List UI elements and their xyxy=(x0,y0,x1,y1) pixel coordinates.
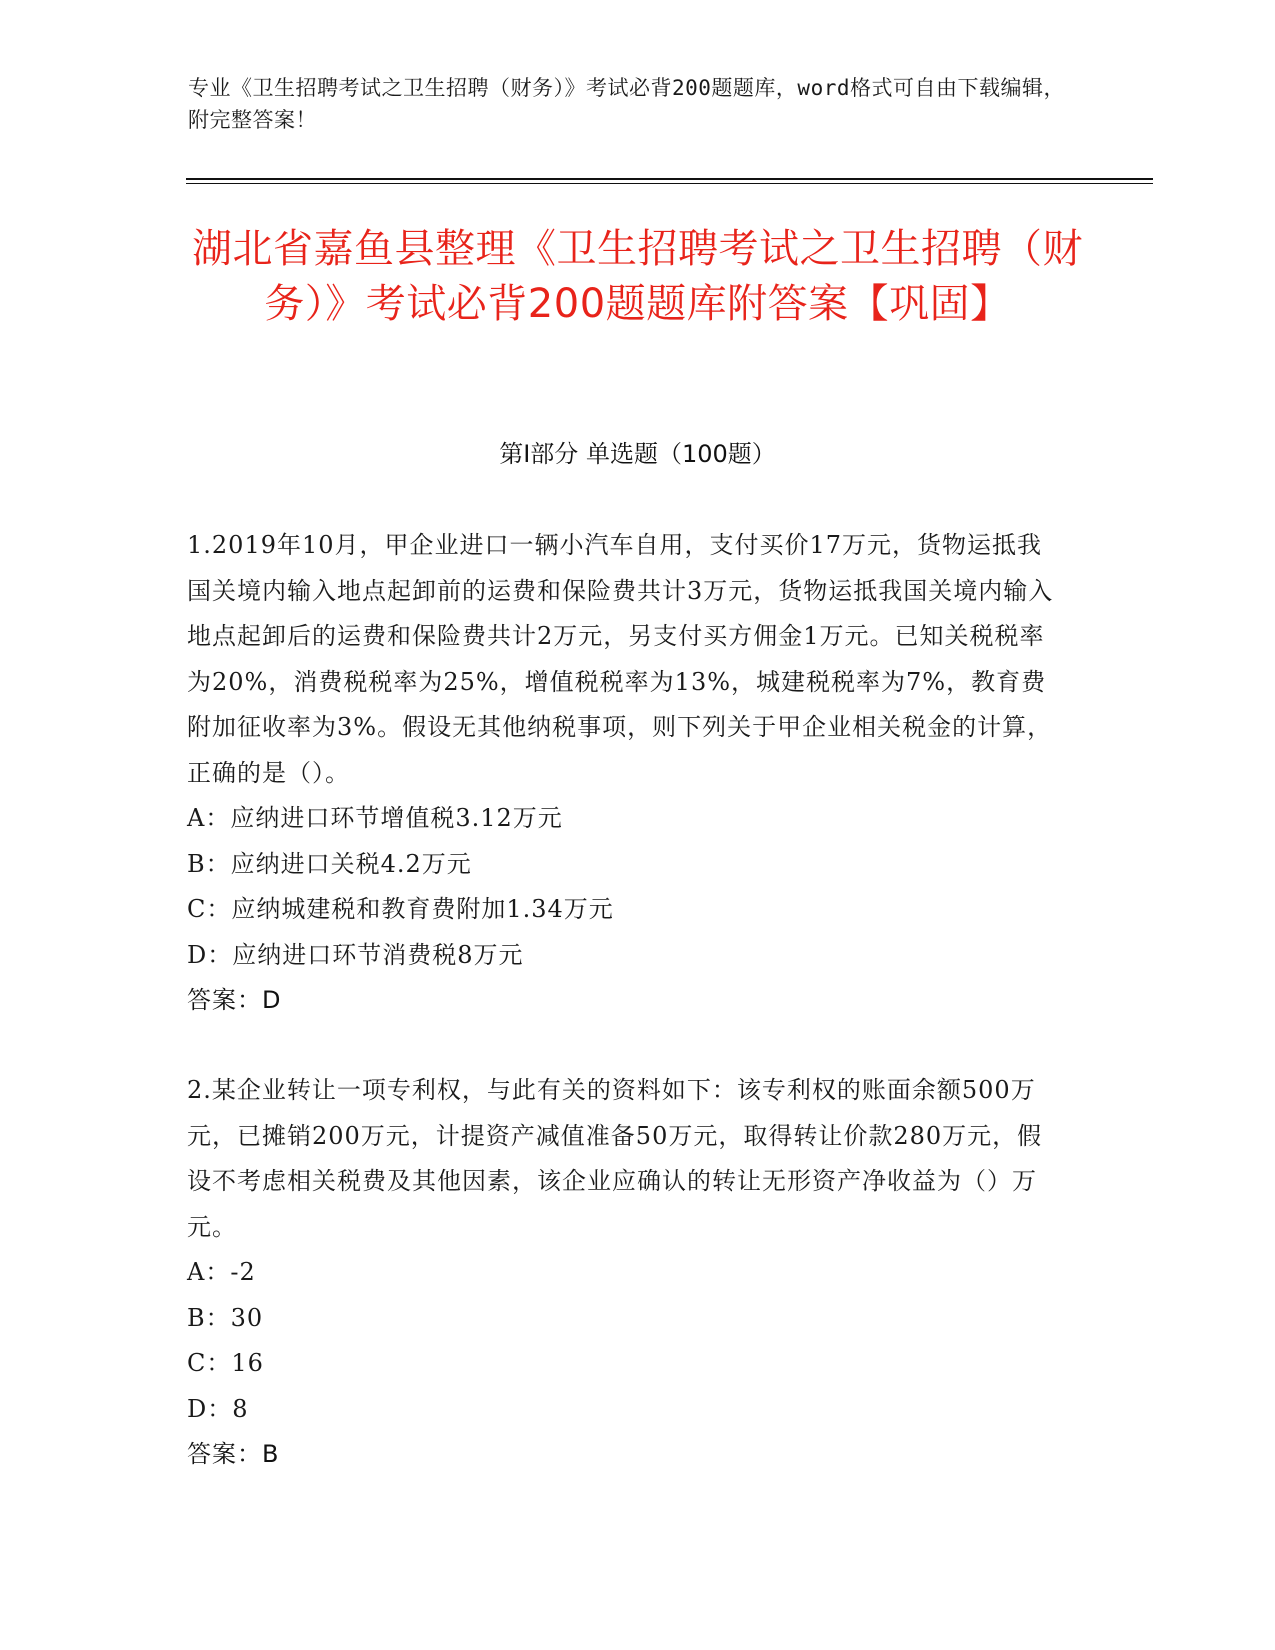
section-heading: 第I部分 单选题（100题） xyxy=(499,440,776,468)
question-stem: 2.某企业转让一项专利权，与此有关的资料如下：该专利权的账面余额500万元，已摊销200万元，计提资产减值准备50万元，取得转让价款280万元，假设不考虑相关税费及其他因素，该企业应确认的转让无形资产净收益为（）万元。 xyxy=(187,1076,1043,1241)
option-b: B：30 xyxy=(187,1303,264,1332)
option-c: C：应纳城建税和教育费附加1.34万元 xyxy=(187,895,614,923)
option-c: C：16 xyxy=(187,1349,264,1377)
question-stem: 1.2019年10月，甲企业进口一辆小汽车自用，支付买价17万元，货物运抵我国关境内输入地点起卸前的运费和保险费共计3万元，货物运抵我国关境内输入地点起卸后的运费和保险费共计2万元，另支付买方佣金1万元。已知关税税率为20%，消费税税率为25%，增值税税率为13%，城建税税率为7%，教育费附加征收率为3%。假设无其他纳税事项，则下列关于甲企业相关税金的计算，正确的是（）。 xyxy=(187,531,1054,787)
option-b: B：应纳进口关税4.2万元 xyxy=(187,849,472,878)
option-d: D：8 xyxy=(187,1394,249,1423)
option-d: D：应纳进口环节消费税8万元 xyxy=(187,940,524,969)
option-a: A：-2 xyxy=(187,1258,256,1286)
header-note: 专业《卫生招聘考试之卫生招聘（财务）》考试必背200题题库，word格式可自由下载编辑，附完整答案！ xyxy=(188,76,1065,132)
header-divider xyxy=(186,178,1153,180)
header-divider-thin xyxy=(186,183,1153,184)
question-2 xyxy=(187,1068,1067,1478)
answer-line: 答案：B xyxy=(187,1440,280,1468)
answer-line: 答案：D xyxy=(187,986,282,1014)
option-a: A：应纳进口环节增值税3.12万元 xyxy=(187,804,563,832)
question-1 xyxy=(187,523,1067,1024)
document-title: 湖北省嘉鱼县整理《卫生招聘考试之卫生招聘（财务）》考试必背200题题库附答案【巩固】 xyxy=(192,226,1083,327)
